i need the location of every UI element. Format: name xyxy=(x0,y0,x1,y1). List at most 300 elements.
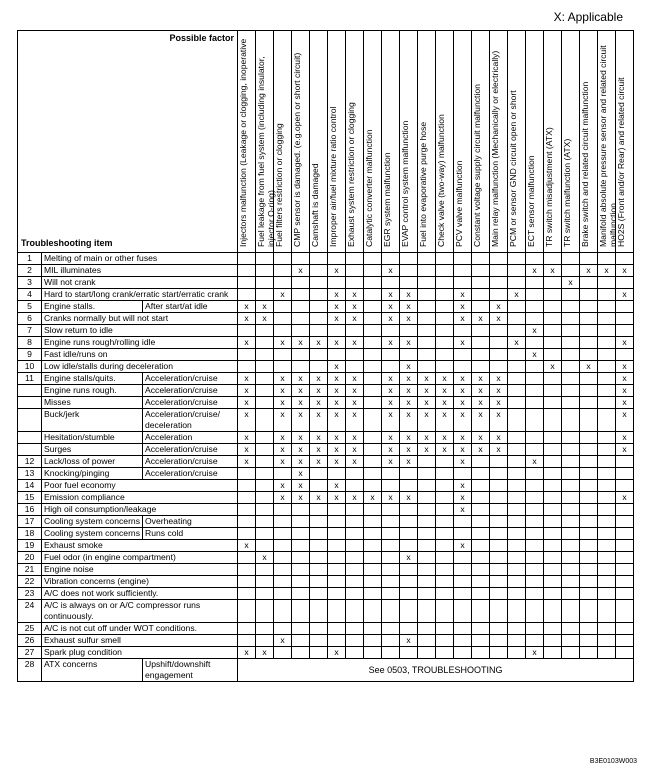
empty-mark xyxy=(256,397,274,409)
empty-mark xyxy=(346,540,364,552)
trouble-condition: Acceleration/cruise xyxy=(143,385,238,397)
empty-mark xyxy=(436,325,454,337)
empty-mark xyxy=(508,301,526,313)
empty-mark xyxy=(274,361,292,373)
empty-mark xyxy=(598,528,616,540)
trouble-condition: Acceleration/cruise xyxy=(143,468,238,480)
empty-mark xyxy=(580,337,598,349)
empty-mark xyxy=(508,456,526,468)
applicable-mark xyxy=(292,492,310,504)
empty-mark xyxy=(274,600,292,623)
empty-mark xyxy=(274,528,292,540)
applicable-mark xyxy=(490,397,508,409)
applicable-mark xyxy=(526,456,544,468)
applicable-mark xyxy=(400,456,418,468)
empty-mark xyxy=(292,623,310,635)
empty-mark xyxy=(292,504,310,516)
empty-mark xyxy=(526,635,544,647)
empty-mark xyxy=(454,253,472,265)
empty-mark xyxy=(436,277,454,289)
empty-mark xyxy=(346,480,364,492)
empty-mark xyxy=(562,576,580,588)
empty-mark xyxy=(598,253,616,265)
empty-mark xyxy=(472,361,490,373)
empty-mark xyxy=(328,516,346,528)
table-row xyxy=(18,397,634,409)
empty-mark xyxy=(508,432,526,444)
empty-mark xyxy=(292,516,310,528)
item-number xyxy=(18,397,42,409)
empty-mark xyxy=(328,635,346,647)
empty-mark xyxy=(490,468,508,480)
applicable-mark xyxy=(472,385,490,397)
empty-mark xyxy=(238,253,256,265)
item-number: 13 xyxy=(18,468,42,480)
table-row xyxy=(18,301,634,313)
applicable-mark xyxy=(382,289,400,301)
item-number: 7 xyxy=(18,325,42,337)
empty-mark xyxy=(364,349,382,361)
empty-mark xyxy=(508,516,526,528)
empty-mark xyxy=(562,325,580,337)
empty-mark xyxy=(436,576,454,588)
empty-mark xyxy=(310,361,328,373)
empty-mark xyxy=(256,623,274,635)
empty-mark xyxy=(418,337,436,349)
empty-mark xyxy=(346,516,364,528)
empty-mark xyxy=(562,397,580,409)
empty-mark xyxy=(382,600,400,623)
table-row xyxy=(18,480,634,492)
empty-mark xyxy=(328,468,346,480)
applicable-mark xyxy=(328,373,346,385)
trouble-item: High oil consumption/leakage xyxy=(42,504,238,516)
empty-mark xyxy=(328,623,346,635)
empty-mark xyxy=(472,456,490,468)
applicable-mark xyxy=(274,492,292,504)
empty-mark xyxy=(562,552,580,564)
applicable-mark xyxy=(490,373,508,385)
item-number: 26 xyxy=(18,635,42,647)
empty-mark xyxy=(598,516,616,528)
applicable-mark xyxy=(292,480,310,492)
empty-mark xyxy=(562,289,580,301)
trouble-item: Poor fuel economy xyxy=(42,480,238,492)
empty-mark xyxy=(544,504,562,516)
empty-mark xyxy=(274,468,292,480)
table-row xyxy=(18,635,634,647)
applicable-mark xyxy=(274,432,292,444)
empty-mark xyxy=(490,647,508,659)
empty-mark xyxy=(472,600,490,623)
applicable-mark xyxy=(274,480,292,492)
empty-mark xyxy=(580,468,598,480)
empty-mark xyxy=(598,313,616,325)
empty-mark xyxy=(328,588,346,600)
table-row xyxy=(18,265,634,277)
empty-mark xyxy=(364,301,382,313)
empty-mark xyxy=(436,504,454,516)
table-row xyxy=(18,361,634,373)
empty-mark xyxy=(562,647,580,659)
applicable-mark xyxy=(292,373,310,385)
applicable-mark xyxy=(256,301,274,313)
empty-mark xyxy=(616,552,634,564)
applicable-mark xyxy=(274,456,292,468)
empty-mark xyxy=(454,576,472,588)
empty-mark xyxy=(454,564,472,576)
empty-mark xyxy=(526,623,544,635)
empty-mark xyxy=(364,444,382,456)
empty-mark xyxy=(256,528,274,540)
empty-mark xyxy=(364,528,382,540)
empty-mark xyxy=(400,588,418,600)
empty-mark xyxy=(472,576,490,588)
empty-mark xyxy=(562,301,580,313)
item-number: 19 xyxy=(18,540,42,552)
factor-header xyxy=(436,31,454,253)
empty-mark xyxy=(346,635,364,647)
applicable-mark xyxy=(436,385,454,397)
applicable-mark xyxy=(328,456,346,468)
applicable-mark xyxy=(346,313,364,325)
empty-mark xyxy=(310,480,328,492)
empty-mark xyxy=(616,600,634,623)
empty-mark xyxy=(364,265,382,277)
empty-mark xyxy=(562,373,580,385)
factor-label: CMP sensor is damaged. (e.g.open or short circuit) xyxy=(292,52,303,247)
empty-mark xyxy=(508,504,526,516)
applicable-mark xyxy=(292,468,310,480)
applicable-mark xyxy=(490,385,508,397)
item-number: 23 xyxy=(18,588,42,600)
empty-mark xyxy=(472,528,490,540)
applicable-mark xyxy=(328,492,346,504)
empty-mark xyxy=(364,540,382,552)
empty-mark xyxy=(598,588,616,600)
empty-mark xyxy=(400,349,418,361)
empty-mark xyxy=(256,588,274,600)
applicable-mark xyxy=(346,444,364,456)
factor-label: Catalytic converter malfunction xyxy=(364,129,375,247)
empty-mark xyxy=(508,552,526,564)
item-number: 28 xyxy=(18,659,42,682)
trouble-item: Vibration concerns (engine) xyxy=(42,576,238,588)
empty-mark xyxy=(598,456,616,468)
empty-mark xyxy=(526,313,544,325)
empty-mark xyxy=(274,516,292,528)
empty-mark xyxy=(382,635,400,647)
empty-mark xyxy=(526,564,544,576)
empty-mark xyxy=(310,600,328,623)
empty-mark xyxy=(490,253,508,265)
item-number: 12 xyxy=(18,456,42,468)
applicable-mark xyxy=(598,265,616,277)
factor-header xyxy=(598,31,619,253)
empty-mark xyxy=(616,480,634,492)
empty-mark xyxy=(472,552,490,564)
applicable-mark xyxy=(238,456,256,468)
empty-mark xyxy=(526,576,544,588)
applicable-mark xyxy=(274,337,292,349)
empty-mark xyxy=(364,588,382,600)
trouble-condition: Acceleration/cruise xyxy=(143,444,238,456)
empty-mark xyxy=(598,385,616,397)
trouble-item: Exhaust sulfur smell xyxy=(42,635,238,647)
trouble-item: Buck/jerk xyxy=(42,409,143,432)
applicable-mark xyxy=(292,409,310,432)
empty-mark xyxy=(544,456,562,468)
item-number: 18 xyxy=(18,528,42,540)
applicable-mark xyxy=(346,432,364,444)
factor-label: ECT sensor malfunction xyxy=(526,155,537,247)
applicable-mark xyxy=(328,313,346,325)
empty-mark xyxy=(238,516,256,528)
trouble-item: Lack/loss of power xyxy=(42,456,143,468)
empty-mark xyxy=(274,647,292,659)
empty-mark xyxy=(562,468,580,480)
empty-mark xyxy=(310,588,328,600)
empty-mark xyxy=(382,623,400,635)
applicable-mark xyxy=(562,277,580,289)
empty-mark xyxy=(598,552,616,564)
applicable-mark xyxy=(292,265,310,277)
empty-mark xyxy=(472,623,490,635)
empty-mark xyxy=(580,623,598,635)
empty-mark xyxy=(418,313,436,325)
empty-mark xyxy=(562,385,580,397)
applicable-mark xyxy=(238,444,256,456)
applicable-mark xyxy=(418,397,436,409)
factor-label: Constant voltage supply circuit malfunction xyxy=(472,84,483,247)
applicable-mark xyxy=(256,313,274,325)
empty-mark xyxy=(580,397,598,409)
empty-mark xyxy=(310,313,328,325)
applicable-mark xyxy=(274,289,292,301)
applicable-mark xyxy=(616,444,634,456)
empty-mark xyxy=(544,492,562,504)
empty-mark xyxy=(616,349,634,361)
empty-mark xyxy=(274,552,292,564)
empty-mark xyxy=(238,528,256,540)
empty-mark xyxy=(472,277,490,289)
item-number: 8 xyxy=(18,337,42,349)
empty-mark xyxy=(562,313,580,325)
empty-mark xyxy=(346,361,364,373)
applicable-mark xyxy=(454,301,472,313)
empty-mark xyxy=(562,564,580,576)
empty-mark xyxy=(238,325,256,337)
empty-mark xyxy=(346,576,364,588)
applicable-mark xyxy=(346,301,364,313)
empty-mark xyxy=(256,253,274,265)
empty-mark xyxy=(580,349,598,361)
applicable-mark xyxy=(328,337,346,349)
empty-mark xyxy=(364,647,382,659)
empty-mark xyxy=(364,468,382,480)
trouble-item: Knocking/pinging xyxy=(42,468,143,480)
empty-mark xyxy=(256,361,274,373)
empty-mark xyxy=(562,635,580,647)
empty-mark xyxy=(400,600,418,623)
empty-mark xyxy=(544,576,562,588)
trouble-item: A/C is not cut off under WOT conditions. xyxy=(42,623,238,635)
applicable-mark xyxy=(436,373,454,385)
empty-mark xyxy=(598,600,616,623)
applicable-mark xyxy=(454,385,472,397)
empty-mark xyxy=(490,623,508,635)
item-number: 10 xyxy=(18,361,42,373)
factor-label: Injectors malfunction (Leakage or clogging, inoperative xyxy=(238,38,249,247)
empty-mark xyxy=(580,373,598,385)
empty-mark xyxy=(346,552,364,564)
table-row xyxy=(18,623,634,635)
empty-mark xyxy=(508,635,526,647)
empty-mark xyxy=(616,516,634,528)
applicable-mark xyxy=(472,373,490,385)
empty-mark xyxy=(256,468,274,480)
empty-mark xyxy=(598,289,616,301)
empty-mark xyxy=(310,301,328,313)
applicable-mark xyxy=(238,647,256,659)
table-row xyxy=(18,289,634,301)
table-row xyxy=(18,325,634,337)
applicable-mark xyxy=(400,635,418,647)
empty-mark xyxy=(508,623,526,635)
empty-mark xyxy=(472,265,490,277)
empty-mark xyxy=(580,277,598,289)
empty-mark xyxy=(598,349,616,361)
trouble-item: Engine runs rough. xyxy=(42,385,143,397)
item-number: 15 xyxy=(18,492,42,504)
empty-mark xyxy=(472,301,490,313)
trouble-item: Misses xyxy=(42,397,143,409)
applicable-mark xyxy=(418,432,436,444)
applicable-mark xyxy=(382,409,400,432)
empty-mark xyxy=(580,289,598,301)
empty-mark xyxy=(616,623,634,635)
empty-mark xyxy=(454,349,472,361)
applicable-mark xyxy=(310,492,328,504)
applicable-mark xyxy=(274,409,292,432)
empty-mark xyxy=(580,325,598,337)
table-row xyxy=(18,552,634,564)
empty-mark xyxy=(490,456,508,468)
empty-mark xyxy=(418,492,436,504)
applicable-mark xyxy=(238,540,256,552)
empty-mark xyxy=(454,647,472,659)
empty-mark xyxy=(454,265,472,277)
empty-mark xyxy=(562,432,580,444)
empty-mark xyxy=(274,623,292,635)
applicable-mark xyxy=(238,301,256,313)
empty-mark xyxy=(382,325,400,337)
item-number: 11 xyxy=(18,373,42,385)
trouble-item: Surges xyxy=(42,444,143,456)
empty-mark xyxy=(472,492,490,504)
item-number xyxy=(18,432,42,444)
applicable-mark xyxy=(454,480,472,492)
empty-mark xyxy=(256,265,274,277)
empty-mark xyxy=(454,600,472,623)
applicable-mark xyxy=(616,265,634,277)
empty-mark xyxy=(580,313,598,325)
empty-mark xyxy=(256,432,274,444)
empty-mark xyxy=(418,480,436,492)
empty-mark xyxy=(310,289,328,301)
empty-mark xyxy=(274,277,292,289)
empty-mark xyxy=(382,647,400,659)
empty-mark xyxy=(580,564,598,576)
empty-mark xyxy=(508,528,526,540)
trouble-item: Emission compliance xyxy=(42,492,238,504)
applicable-mark xyxy=(490,432,508,444)
empty-mark xyxy=(580,540,598,552)
empty-mark xyxy=(616,253,634,265)
empty-mark xyxy=(436,635,454,647)
applicable-mark xyxy=(616,385,634,397)
empty-mark xyxy=(598,301,616,313)
empty-mark xyxy=(364,516,382,528)
empty-mark xyxy=(346,325,364,337)
empty-mark xyxy=(598,432,616,444)
applicable-mark xyxy=(400,289,418,301)
empty-mark xyxy=(400,576,418,588)
empty-mark xyxy=(544,301,562,313)
empty-mark xyxy=(598,647,616,659)
trouble-item: Cranks normally but will not start xyxy=(42,313,238,325)
applicable-mark xyxy=(490,313,508,325)
empty-mark xyxy=(364,623,382,635)
applicable-mark xyxy=(436,444,454,456)
applicable-mark xyxy=(382,432,400,444)
empty-mark xyxy=(616,564,634,576)
empty-mark xyxy=(544,373,562,385)
empty-mark xyxy=(400,623,418,635)
empty-mark xyxy=(472,253,490,265)
empty-mark xyxy=(616,456,634,468)
empty-mark xyxy=(580,385,598,397)
empty-mark xyxy=(364,504,382,516)
applicable-mark xyxy=(436,432,454,444)
table-row xyxy=(18,277,634,289)
applicable-mark xyxy=(490,409,508,432)
empty-mark xyxy=(292,647,310,659)
applicable-mark xyxy=(274,397,292,409)
item-number: 27 xyxy=(18,647,42,659)
applicable-mark xyxy=(292,337,310,349)
factor-header xyxy=(238,31,256,253)
empty-mark xyxy=(418,265,436,277)
table-row xyxy=(18,588,634,600)
empty-mark xyxy=(508,576,526,588)
empty-mark xyxy=(274,504,292,516)
empty-mark xyxy=(400,504,418,516)
empty-mark xyxy=(310,623,328,635)
empty-mark xyxy=(256,289,274,301)
empty-mark xyxy=(382,576,400,588)
empty-mark xyxy=(418,635,436,647)
empty-mark xyxy=(598,635,616,647)
empty-mark xyxy=(544,385,562,397)
empty-mark xyxy=(544,480,562,492)
factor-label: Camshaft is damaged xyxy=(310,163,321,247)
empty-mark xyxy=(436,564,454,576)
applicable-mark xyxy=(454,397,472,409)
empty-mark xyxy=(508,277,526,289)
empty-mark xyxy=(526,289,544,301)
applicable-mark xyxy=(544,265,562,277)
